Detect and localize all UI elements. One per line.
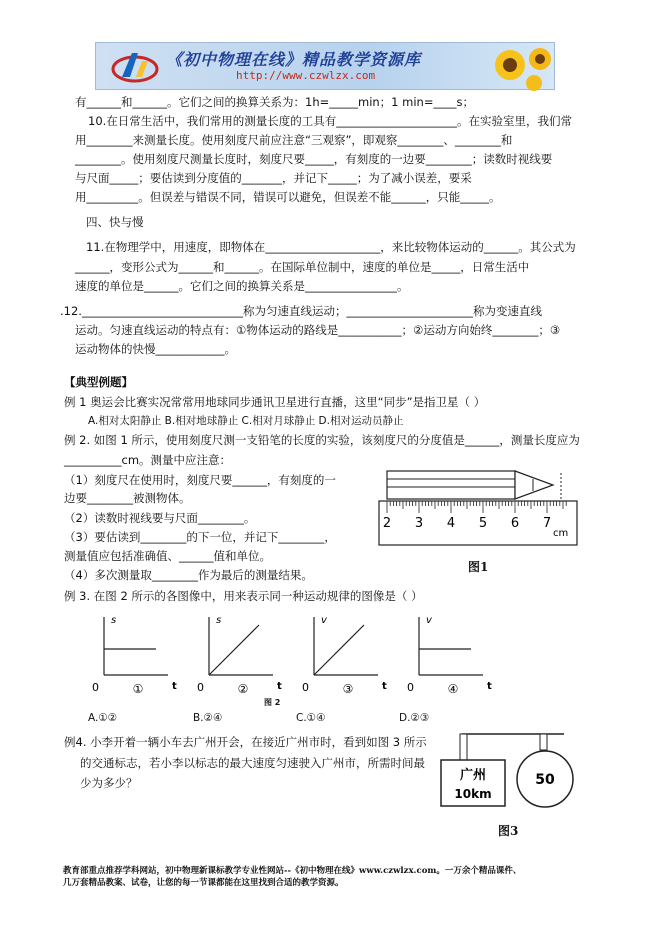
x-axis-label: t — [382, 681, 387, 692]
y-axis-label: v — [426, 615, 432, 626]
ruler-unit: cm — [553, 528, 569, 539]
traffic-sign-figure — [436, 728, 581, 818]
option-c: C.①④ — [296, 712, 326, 724]
text-line: 用_________。但误差与错误不同，错误可以避免，但误差不能______，只能_____。 — [75, 190, 501, 204]
graph-line — [209, 625, 259, 675]
figure-2-caption: 图 2 — [264, 698, 281, 707]
example-1-options: A.相对太阳静止 B.相对地球静止 C.相对月球静止 D.相对运动员静止 — [88, 415, 404, 427]
origin-label: 0 — [197, 681, 204, 694]
example-3: 例 3. 在图 2 所示的各图像中，用来表示同一种运动规律的图像是（ ） — [64, 589, 423, 603]
y-axis-label: s — [216, 615, 222, 626]
figure-1-caption: 图1 — [468, 560, 489, 574]
banner-url: http://www.czwlzx.com — [236, 69, 376, 82]
option-b: B.②④ — [193, 712, 223, 724]
text-line: 运动。匀速直线运动的特点有：①物体运动的路线是___________；②运动方向始终________；③ — [75, 323, 561, 337]
footer-line-1: 教育部重点推荐学科网站，初中物理新课标教学专业性网站--《初中物理在线》www.czwlzx.com。一万余个精品课件、 — [63, 866, 522, 876]
graph-label: ④ — [447, 682, 459, 696]
text-line: 少为多少？ — [80, 776, 138, 790]
text-line: 运动物体的快慢____________。 — [75, 342, 236, 356]
graph-2 — [197, 615, 282, 696]
question-11: 11.在物理学中，用速度，即物体在____________________，来比较物体运动的______。其公式为 — [86, 240, 576, 254]
graph-1 — [92, 615, 177, 696]
option-a: A.①② — [88, 712, 118, 724]
origin-label: 0 — [407, 681, 414, 694]
x-axis-label: t — [487, 681, 492, 692]
ruler-tick-label: 4 — [446, 516, 456, 531]
example-1: 例 1 奥运会比赛实况常常用地球同步通讯卫星进行直播，这里“同步”是指卫星（ ） — [64, 395, 486, 409]
text-line: __________cm。测量中应注意： — [64, 453, 232, 467]
banner-title: 《初中物理在线》精品教学资源库 — [166, 50, 422, 69]
text-line: 有______和______。它们之间的换算关系为：1h=_____min；1 min=____s； — [75, 95, 474, 109]
text-line: （2）读数时视线要与尺面________。 — [64, 511, 256, 525]
section-heading: 四、快与慢 — [86, 215, 144, 229]
x-axis-label: t — [277, 681, 282, 692]
text-line: 用________来测量长度。使用刻度尺前应注意“三观察”，即观察________、________和 — [75, 133, 513, 147]
text-line: ________。使用刻度尺测量长度时，刻度尺要_____，有刻度的一边要________；读数时视线要 — [75, 152, 553, 166]
footer — [63, 865, 521, 889]
graph-label: ③ — [342, 682, 354, 696]
x-axis-label: t — [172, 681, 177, 692]
graph-label: ① — [132, 682, 144, 696]
sign-city: 广州 — [459, 768, 487, 783]
text-line: （3）要估读到________的下一位，并记下________， — [64, 530, 336, 544]
ruler-tick-label: 6 — [510, 516, 520, 531]
footer-line-2: 几万套精品教案、试卷，让您的每一节课都能在这里找到合适的教学资源。 — [63, 878, 344, 888]
logo-icon — [108, 47, 162, 85]
header-banner — [95, 42, 555, 90]
graph-3 — [302, 615, 387, 696]
ruler-figure — [375, 465, 585, 555]
text-line: 测量值应包括准确值、______值和单位。 — [64, 549, 271, 563]
y-axis-label: s — [111, 615, 117, 626]
text-line: （4）多次测量取________作为最后的测量结果。 — [64, 568, 313, 582]
question-12: .12.____________________________称为匀速直线运动；______________________称为变速直线 — [60, 304, 542, 318]
option-d: D.②③ — [399, 712, 430, 724]
origin-label: 0 — [302, 681, 309, 694]
text-line: （1）刻度尺在使用时，刻度尺要______，有刻度的一 — [64, 473, 336, 487]
graphs-figure — [88, 605, 492, 705]
text-line: 边要________被测物体。 — [64, 491, 191, 505]
text-line: ______，变形公式为______和______。在国际单位制中，速度的单位是_____，日常生活中 — [75, 260, 530, 274]
sign-distance: 10km — [454, 787, 492, 801]
y-axis-label: v — [321, 615, 327, 626]
typical-examples-heading: 【典型例题】 — [64, 375, 133, 389]
sign-speed: 50 — [535, 772, 555, 788]
ruler-tick-label: 2 — [382, 516, 392, 531]
question-10: 10.在日常生活中，我们常用的测量长度的工具有_____________________。在实验室里，我们常 — [88, 114, 573, 128]
graph-4 — [407, 615, 492, 696]
ruler-tick-label: 7 — [542, 516, 552, 531]
text-line: 的交通标志，若小李以标志的最大速度匀速驶入广州市，所需时间最 — [80, 756, 425, 770]
graph-label: ② — [237, 682, 249, 696]
text-line: 速度的单位是______。它们之间的换算关系是________________。 — [75, 279, 409, 293]
example-4: 例4. 小李开着一辆小车去广州开会，在接近广州市时，看到如图 3 所示 — [64, 735, 427, 749]
text-line: 与尺面_____；要估读到分度值的_______，并记下_____；为了减小误差，要采 — [75, 171, 472, 185]
origin-label: 0 — [92, 681, 99, 694]
ruler-tick-label: 3 — [414, 516, 424, 531]
graph-line — [314, 625, 364, 675]
example-2: 例 2. 如图 1 所示，使用刻度尺测一支铅笔的长度的实验，该刻度尺的分度值是______，测量长度应为 — [64, 433, 580, 447]
sunflower-icon — [488, 43, 554, 89]
ruler-tick-label: 5 — [478, 516, 488, 531]
figure-3-caption: 图3 — [498, 824, 519, 838]
